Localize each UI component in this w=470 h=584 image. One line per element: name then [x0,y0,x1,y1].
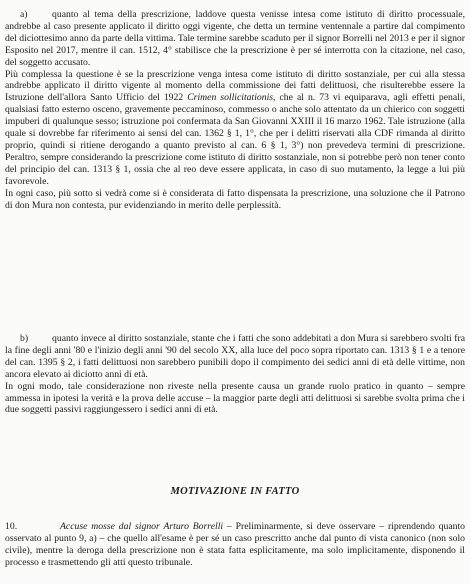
section-a-paragraph-3: In ogni caso, più sotto si vedrà come si è considerata di fatto dispensata la prescrizione, una soluzione che il Patrono di don Mura non contesta, pur evidenziando in merito delle perplessità. [5,187,465,211]
section-heading: MOTIVAZIONE IN FATTO [170,486,300,497]
section-b-paragraph-1 [5,333,465,381]
section-10-text: – Preliminarmente, si deve osservare – riprendendo quanto osservato al punto 9, a) – che quello all'esame è per sé un caso prescritto anche dal punto di vista canonico (non solo civile), mentre la deroga della prescrizione non è stata fatta esplicitamente, ma solo implicitamente, disponendo il processo e trasmettendo gli atti questo tribunale. [5,521,466,568]
section-a-text-2a: Più complessa la questione è se la prescrizione venga intesa come istituto di diritto sostanziale, per cui alla stessa andrebbe applicato il diritto vigente al momento della commissione dei fatti delittuosi, che risulterebbe essere la Istruzione dell'allora Santo Ufficio del 1922 [5,68,465,104]
crimen-sollicitationis-title: Crimen sollicitationis [187,92,274,104]
section-a [5,9,465,211]
section-10-paragraph [5,521,465,569]
section-a-paragraph-1 [5,9,465,69]
section-a-paragraph-2 [5,69,465,188]
section-b-text-1: quanto invece al diritto sostanziale, stante che i fatti che sono addebitati a don Mura si sarebbero svolti fra la fine degli anni '80 e l'inizio degli anni '90 del secolo XX, alla luce del poco sopra riportato can. 1313 § 1 e a tenore del can. 1395 § 2, i fatti delittuosi non sarebbero punibili dopo il compimento dei sedici anni di età delle vittime, non ancora elevato ai diciotto anni di età. [5,333,465,380]
section-a-text-1: quanto al tema della prescrizione, laddove questa venisse intesa come istituto di diritto processuale, andrebbe al caso presente applicato il diritto oggi vigente, che detta un termine ventennale a partire dal compimento del diciottesimo anno da parte della vittima. Tale termine sarebbe scaduto per il signor Borrelli nel 2013 e per il signor Esposito nel 2017, mentre il can. 1512, 4° stabilisce che la prescrizione è per sé interrotta con la citazione, nel caso, del soggetto accusato. [5,9,465,68]
section-10-number: 10. [5,521,18,532]
section-10-lead: Accuse mosse dal signor Arturo Borrelli [60,521,224,532]
section-b-paragraph-2: In ogni modo, tale considerazione non riveste nella presente causa un grande ruolo pratico in quanto – sempre ammessa in ipotesi la verità e la prova delle accuse – la maggior parte degli atti delittuosi si sarebbe svolta prima che i due soggetti passivi raggiungessero i sedici anni di età. [5,380,465,416]
section-b-label: b) [20,333,29,344]
section-a-text-2b: , che al n. 73 vi equiparava, agli effetti penali, qualsiasi fatto esterno osceno, gravemente peccaminoso, commesso o anche solo attentato da un chierico con soggetti impuberi di qualunque sesso; istruzione poi confermata da San Giovanni XXIII il 16 marzo 1962. Tale istruzione (alla quale si dovrebbe far riferimento ai sensi del can. 1362 § 1, 1°, che per i delitti riservati alla CDF rimanda al diritto proprio, quindi si ritiene derogando a quanto previsto al can. 6 § 1, 3°) non prevedeva termini di prescrizione. Peraltro, sempre considerando la prescrizione come istituto di diritto sostanziale, non si potrebbe però non tener conto del principio del can. 1313 § 1, ossia che al reo deve essere applicata, in caso di suo mutamento, la legge a lui più favorevole. [5,92,465,187]
section-10 [5,521,465,569]
section-b [5,333,465,416]
section-a-label: a) [20,9,28,20]
